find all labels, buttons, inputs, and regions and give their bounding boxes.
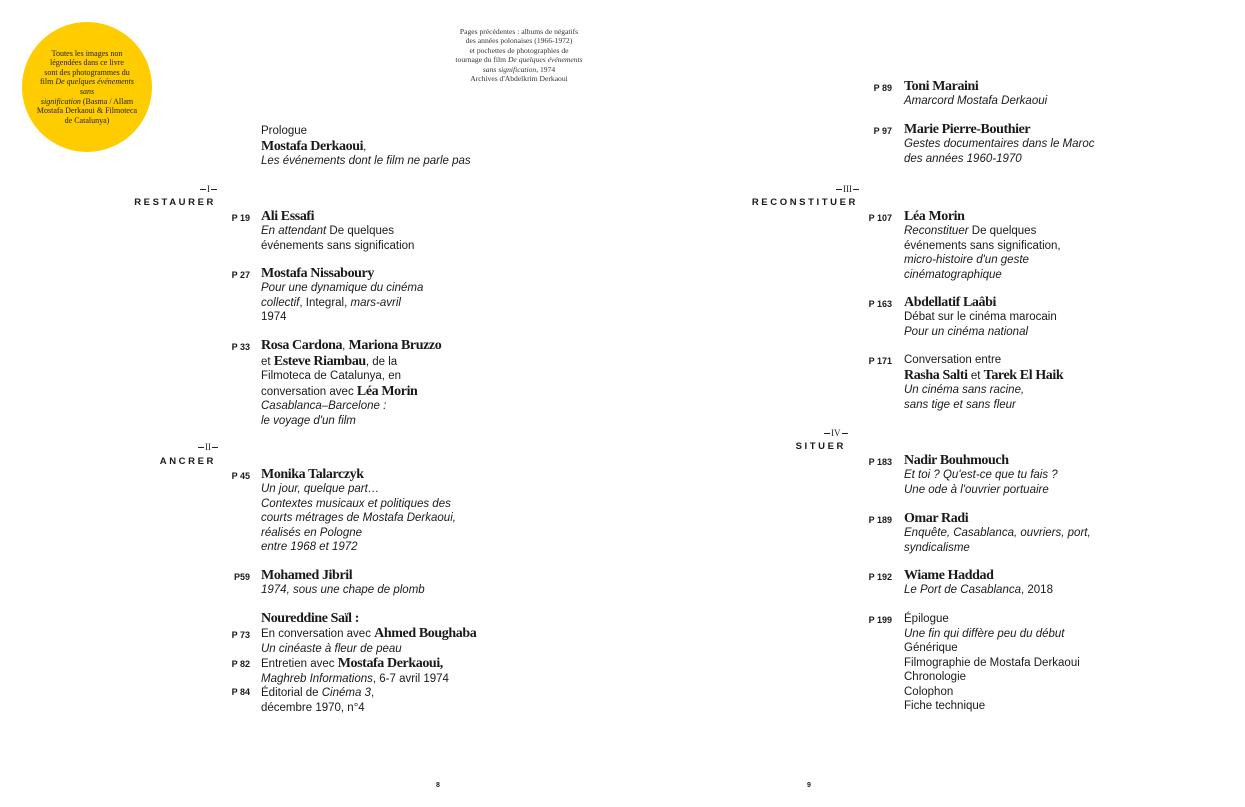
page-number: P 45 [231,471,250,481]
badge-line: (Basma / Allam [80,96,134,106]
entry-date: 1974 [261,311,287,323]
entry-journal: Cinéma 3 [321,687,371,699]
toc-entry-radi[interactable] [904,511,1184,555]
badge-film-title: De quelques événements sans [55,77,134,96]
entry-author: Ali Essafi [261,209,315,224]
entry-author: Esteve Riambau [273,353,366,369]
prologue-author: Mostafa Derkaoui [261,138,364,154]
entry-title: des années 1960-1970 [904,152,1022,165]
entry-author: Rasha Salti [904,367,968,383]
note-badge [22,22,152,152]
entry-title: Reconstituer [904,225,969,237]
entry-author: Abdellatif Laâbi [904,295,997,310]
entry-title: 1974, sous une chape de plomb [261,584,425,596]
toc-entry-haddad[interactable] [904,568,1184,598]
entry-title: Le Port de Casablanca [904,584,1021,596]
entry-title: Et toi ? Qu'est-ce que tu fais ? [904,469,1058,481]
page-number: P 97 [873,126,892,136]
entry-author: Wiame Haddad [904,568,994,583]
entry-title: entre 1968 et 1972 [261,541,358,553]
section-numeral: IV [831,428,841,438]
caption-line: Archives d'Abdelkrim Derkaoui [470,74,568,84]
entry-conjunction: et [967,369,984,382]
badge-line: Mostafa Derkaoui & Filmoteca [36,106,138,116]
entry-text: Filmographie de Mostafa Derkaoui [904,656,1080,669]
page-number: P 192 [868,572,892,582]
entry-text: Colophon [904,685,954,698]
entry-text: Épilogue [904,613,949,625]
page-number: P 163 [868,299,892,309]
page-number: P 183 [868,457,892,467]
prologue-entry [261,124,521,169]
entry-title: Gestes documentaires dans le Maroc [904,138,1095,150]
section-numeral: I [207,184,210,194]
toc-entry-jibril[interactable] [261,568,521,598]
toc-entry-bouthier[interactable] [904,122,1184,166]
page-number: P 73 [231,630,250,640]
entry-title: collectif [261,296,300,309]
entry-title: De quelques [968,225,1037,237]
toc-entry-epilogue[interactable] [904,612,1184,714]
section-numeral: III [843,184,852,194]
entry-title: réalisés en Pologne [261,526,363,539]
section-number-4 [824,428,848,438]
entry-title: Pour une dynamique du cinéma [261,282,424,294]
section-numeral: II [205,442,211,452]
page-number: P 33 [231,342,250,352]
toc-entry-bouhmouch[interactable] [904,453,1184,497]
photo-caption [440,27,598,83]
entry-title: syndicalisme [904,541,970,554]
entry-date: , 6-7 avril 1974 [372,672,449,685]
folio-right: 9 [807,782,811,789]
section-title-situer: SITUER [795,441,846,452]
entry-author: Nadir Bouhmouch [904,453,1009,468]
entry-text: , de la [365,355,398,368]
section-title-restaurer: RESTAURER [134,197,216,208]
note-badge-text [36,49,138,126]
entry-author: Marie Pierre-Bouthier [904,122,1031,137]
entry-title: Casablanca–Barcelone : [261,400,387,412]
page-number: P59 [233,572,250,582]
caption-line: des années polonaises (1966-1972) [465,36,573,46]
entry-separator: , [342,340,349,352]
entry-text: conversation avec [261,385,357,398]
folio-left: 8 [436,782,440,789]
page-number: P 82 [231,659,250,669]
entry-title: En attendant [261,225,327,237]
toc-entry-nissaboury[interactable] [261,266,521,325]
page-number: P 89 [873,83,892,93]
toc-entry-morin[interactable] [904,209,1184,282]
page-number: P 19 [231,213,250,223]
entry-journal: , Integral, [299,296,351,309]
toc-entry-talarczyk[interactable] [261,467,531,555]
entry-title: courts métrages de Mostafa Derkaoui, [261,512,456,524]
entry-author: Rosa Cardona [261,338,343,353]
section-number-1 [200,184,217,194]
section-number-3 [836,184,859,194]
toc-entry-salti[interactable] [904,353,1184,412]
entry-date: décembre 1970, n°4 [261,701,365,714]
entry-title: Contextes musicaux et politiques des [261,497,451,510]
toc-entry-sail[interactable] [261,611,531,715]
entry-conjunction: et [261,355,274,368]
entry-text: Entretien avec [261,658,338,670]
entry-text: En conversation avec [261,628,375,640]
badge-line: film [40,77,56,87]
entry-author: Monika Talarczyk [261,467,364,482]
entry-text: Fiche technique [904,700,986,712]
caption-film-title: De quelques événements [507,55,583,65]
entry-author: Mariona Bruzzo [348,338,442,353]
page-number: P 171 [868,356,892,366]
entry-title: sans tige et sans fleur [904,398,1016,411]
entry-title: événements sans signification [261,239,415,252]
page-number: P 189 [868,515,892,525]
caption-line: et pochettes de photographies de [469,45,569,55]
entry-author: Omar Radi [904,511,969,526]
entry-author: Tarek El Haik [983,367,1064,383]
entry-text: Chronologie [904,671,967,683]
entry-author: Léa Morin [356,383,418,399]
toc-entry-essafi[interactable] [261,209,521,253]
section-number-2 [198,442,218,452]
entry-author: Noureddine Saïl : [261,611,359,626]
badge-line: sont des photogrammes du [44,67,130,77]
entry-journal: Maghreb Informations [261,672,373,685]
section-title-reconstituer: RECONSTITUER [751,197,858,208]
toc-entry-laabi[interactable] [904,295,1184,339]
entry-date: , 2018 [1021,584,1053,596]
entry-text: Conversation entre [904,354,1002,366]
entry-title: Enquête, Casablanca, ouvriers, port, [904,527,1091,539]
toc-entry-cardona[interactable] [261,338,521,428]
entry-title: Pour un cinéma national [904,325,1029,338]
entry-title: Un cinéma sans racine, [904,384,1025,396]
page-number: P 27 [231,270,250,280]
entry-title: micro-histoire d'un geste [904,254,1029,266]
caption-film-title: sans signification [482,64,537,74]
page-number: P 199 [868,615,892,625]
entry-title: Une fin qui diffère peu du début [904,627,1065,640]
entry-text: Générique [904,642,958,654]
entry-author: Mostafa Nissaboury [261,266,374,281]
entry-author: Toni Maraini [904,79,979,94]
prologue-comma: , [363,140,367,153]
entry-title: De quelques [326,225,395,237]
caption-line: tournage du film [455,55,508,65]
badge-film-title: signification [40,96,81,106]
entry-author: Mohamed Jibril [261,568,353,583]
entry-author: Ahmed Boughaba [374,626,477,641]
entry-separator: , [370,687,375,699]
entry-title: Amarcord Mostafa Derkaoui [904,95,1048,107]
page-number: P 107 [868,213,892,223]
entry-title: événements sans signification, [904,239,1061,252]
entry-title: le voyage d'un film [261,414,356,427]
entry-title: Débat sur le cinéma marocain [904,311,1057,323]
entry-title: cinématographique [904,268,1002,281]
caption-line: , 1974 [536,64,556,74]
entry-title: Un jour, quelque part… [261,483,380,495]
entry-title: Une ode à l'ouvrier portuaire [904,483,1049,496]
toc-entry-maraini[interactable] [904,79,1184,109]
prologue-title: Les événements dont le film ne parle pas [261,155,471,167]
entry-text: Éditorial de [261,687,322,699]
entry-author: Léa Morin [904,209,965,224]
badge-line: Toutes les images non [51,48,123,58]
entry-text: Filmoteca de Catalunya, en [261,370,401,382]
entry-date: mars-avril [350,296,401,309]
badge-line: de Catalunya) [64,115,110,125]
badge-line: légendées dans ce livre [50,58,124,68]
caption-line: Pages précédentes : albums de négatifs [459,27,579,36]
entry-title: Un cinéaste à fleur de peau [261,642,402,655]
entry-author: Mostafa Derkaoui, [337,656,443,671]
page-number: P 84 [231,687,250,697]
prologue-label: Prologue [261,125,308,137]
section-title-ancrer: ANCRER [159,456,216,467]
